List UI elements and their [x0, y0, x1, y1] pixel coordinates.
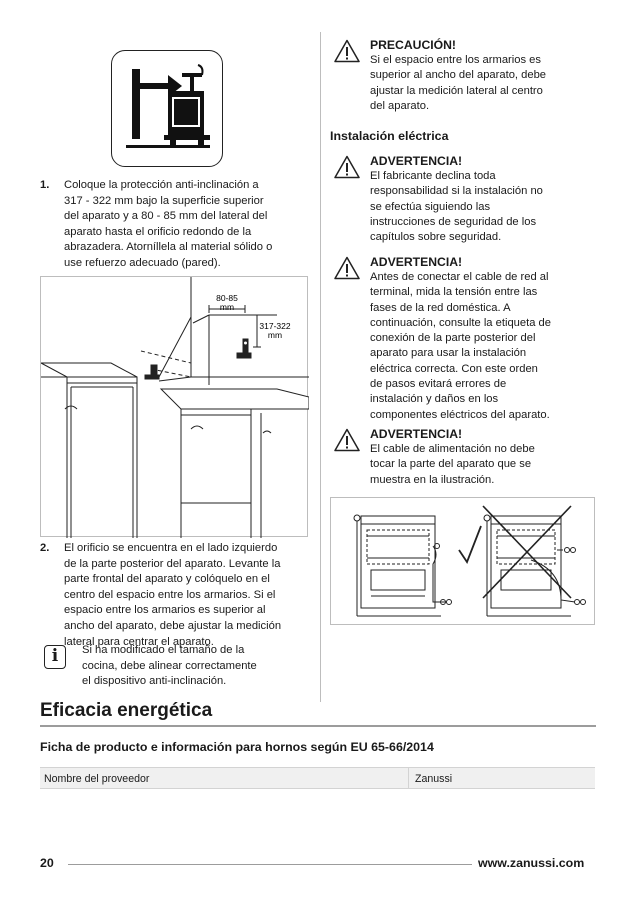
column-divider [320, 32, 321, 702]
table-cell-value: Zanussi [415, 773, 453, 785]
step-text-line: del aparato y a 80 - 85 mm del lateral del [64, 210, 268, 223]
dimension-height-unit: mm [267, 330, 283, 340]
warning-triangle-icon [334, 39, 360, 63]
step-text-line: parte frontal del aparato y colóquelo en el [64, 573, 270, 586]
warning-text-line: del aparato. [370, 99, 430, 112]
warning-text-line: aparato para usar la instalación [370, 347, 527, 360]
warning-triangle-icon [334, 256, 360, 280]
power-cable-illustration [330, 497, 595, 625]
warning-triangle-icon [334, 428, 360, 452]
warning-text-line: ajustar la medición lateral al centro [370, 84, 543, 97]
warning-text-line: instalación y daños en los [370, 393, 499, 406]
warning-text-line: conexión de la parte posterior del [370, 332, 536, 345]
step-text-line: de la parte posterior del aparato. Levante la [64, 557, 281, 570]
footer-divider [68, 864, 472, 865]
warning-text-line: continuación, consulte la etiqueta de [370, 316, 551, 329]
warning-text-line: El fabricante declina toda [370, 170, 496, 182]
dimension-side-unit: mm [219, 302, 235, 312]
warning-block-2 [330, 255, 600, 423]
warning-text-line: Antes de conectar el cable de red al [370, 271, 549, 283]
info-icon: i [44, 645, 66, 669]
warning-title: ADVERTENCIA! [370, 427, 463, 441]
step-text-line: use refuerzo adecuado (pared). [64, 256, 221, 269]
warning-triangle-icon [334, 155, 360, 179]
warning-text-line: El cable de alimentación no debe [370, 443, 535, 455]
warning-text-line: se efectúa siguiendo las [370, 200, 491, 213]
dimension-height-label: 317-322 [259, 321, 291, 331]
info-note [40, 643, 308, 690]
step-text-line: Coloque la protección anti-inclinación a [64, 179, 259, 191]
step-text-line: lateral para centrar el aparato. [64, 635, 214, 648]
warning-text-line: instrucciones de seguridad de los [370, 215, 537, 228]
warning-text-line: Si el espacio entre los armarios es [370, 54, 541, 66]
warning-text-line: tocar la parte del aparato que se [370, 458, 532, 471]
step-1 [40, 178, 308, 272]
step-number: 1. [40, 179, 50, 191]
step-text-line: abrazadera. Atorníllela al material sólido o [64, 241, 273, 254]
warning-text-line: de pasos evitará errores de [370, 378, 507, 391]
warning-text-line: terminal, mida la tensión entre las [370, 286, 538, 299]
table-cell-separator [408, 768, 409, 788]
warning-text-line: muestra en la ilustración. [370, 473, 495, 486]
warning-title: ADVERTENCIA! [370, 255, 463, 269]
section-divider [40, 725, 596, 727]
warning-text-line: responsabilidad si la instalación no [370, 185, 543, 198]
step-text-line: centro del espacio entre los armarios. Si el [64, 588, 276, 601]
table-cell-label: Nombre del proveedor [44, 773, 150, 785]
footer-url[interactable]: www.zanussi.com [478, 856, 585, 870]
note-text-line: cocina, debe alinear correctamente [82, 659, 257, 672]
step-text-line: ancho del aparato, debe ajustar la medición [64, 619, 282, 632]
warning-text-line: superior al ancho del aparato, debe [370, 69, 547, 82]
warning-title: ADVERTENCIA! [370, 154, 463, 168]
warning-text-line: componentes eléctricos del aparato. [370, 408, 550, 421]
step-text-line: El orificio se encuentra en el lado izquierdo [64, 542, 278, 554]
step-2 [40, 541, 308, 650]
warning-block-1 [330, 154, 600, 245]
note-text-line: el dispositivo anti-inclinación. [82, 675, 227, 688]
warning-block-3 [330, 427, 600, 488]
note-text-line: Si ha modificado el tamaño de la [82, 644, 245, 656]
table-heading: Ficha de producto e información para hornos según EU 65-66/2014 [40, 740, 434, 754]
step-text-line: espacio entre los armarios es superior al [64, 604, 266, 617]
electrical-installation-heading: Instalación eléctrica [330, 129, 449, 143]
step-text-line: aparato hasta el orificio redondo de la [64, 225, 252, 238]
warning-text-line: eléctrica correcta. Con este orden [370, 362, 538, 375]
caution-block [330, 38, 600, 114]
dimension-side-label: 80-85 [216, 293, 238, 303]
anti-tilt-pictogram [111, 50, 223, 167]
page-number: 20 [40, 856, 54, 870]
step-number: 2. [40, 542, 50, 554]
caution-title: PRECAUCIÓN! [370, 38, 456, 52]
section-title: Eficacia energética [40, 700, 213, 721]
product-info-table [40, 767, 595, 789]
installation-illustration [40, 276, 308, 537]
warning-text-line: fases de la red doméstica. A [370, 301, 511, 314]
step-text-line: 317 - 322 mm bajo la superficie superior [64, 194, 264, 207]
warning-text-line: capítulos sobre seguridad. [370, 231, 502, 244]
